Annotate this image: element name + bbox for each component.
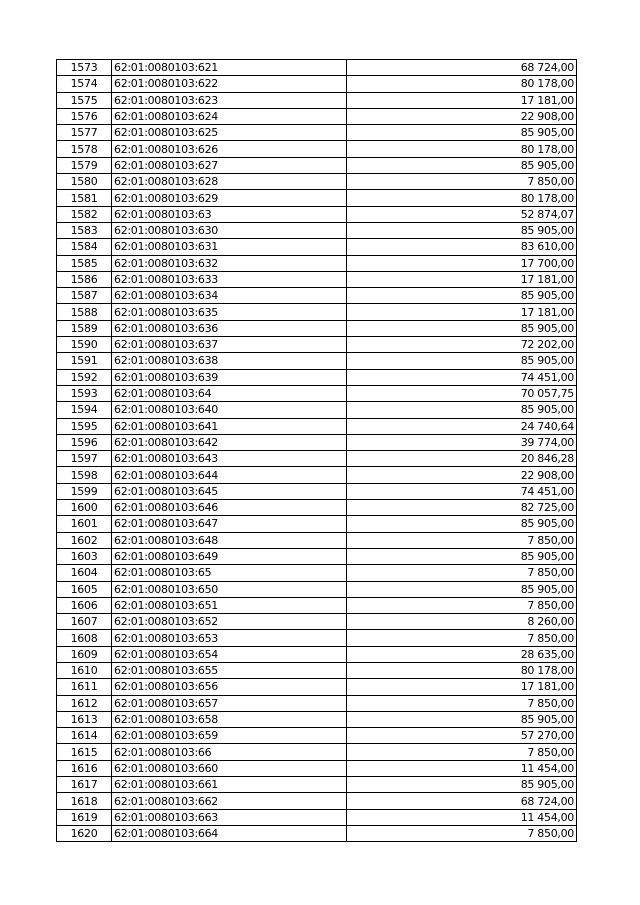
cadastral-value: 85 905,00: [347, 125, 577, 141]
row-number: 1620: [57, 825, 112, 841]
cadastral-number: 62:01:0080103:626: [112, 141, 347, 157]
cadastral-number: 62:01:0080103:663: [112, 809, 347, 825]
table-row: [57, 385, 577, 401]
row-number: 1604: [57, 565, 112, 581]
table-row: [57, 157, 577, 173]
cadastral-number: 62:01:0080103:664: [112, 825, 347, 841]
row-number: 1598: [57, 467, 112, 483]
row-number: 1593: [57, 385, 112, 401]
cadastral-value: 74 451,00: [347, 483, 577, 499]
table-row: [57, 271, 577, 287]
cadastral-number: 62:01:0080103:652: [112, 614, 347, 630]
cadastral-number: 62:01:0080103:627: [112, 157, 347, 173]
table-row: [57, 516, 577, 532]
cadastral-number: 62:01:0080103:653: [112, 630, 347, 646]
row-number: 1617: [57, 777, 112, 793]
row-number: 1583: [57, 222, 112, 238]
cadastral-value: 85 905,00: [347, 157, 577, 173]
cadastral-value: 7 850,00: [347, 174, 577, 190]
cadastral-value: 83 610,00: [347, 239, 577, 255]
row-number: 1573: [57, 60, 112, 76]
table-row: [57, 239, 577, 255]
cadastral-number: 62:01:0080103:660: [112, 760, 347, 776]
cadastral-number: 62:01:0080103:654: [112, 646, 347, 662]
cadastral-number: 62:01:0080103:621: [112, 60, 347, 76]
cadastral-value: 17 181,00: [347, 92, 577, 108]
row-number: 1595: [57, 418, 112, 434]
cadastral-number: 62:01:0080103:631: [112, 239, 347, 255]
cadastral-value: 7 850,00: [347, 630, 577, 646]
cadastral-value: 85 905,00: [347, 711, 577, 727]
cadastral-value: 80 178,00: [347, 141, 577, 157]
row-number: 1608: [57, 630, 112, 646]
cadastral-number: 62:01:0080103:644: [112, 467, 347, 483]
row-number: 1590: [57, 337, 112, 353]
cadastral-value: 7 850,00: [347, 565, 577, 581]
table-row: [57, 695, 577, 711]
row-number: 1577: [57, 125, 112, 141]
row-number: 1584: [57, 239, 112, 255]
row-number: 1594: [57, 402, 112, 418]
row-number: 1606: [57, 597, 112, 613]
cadastral-number: 62:01:0080103:643: [112, 451, 347, 467]
table-row: [57, 434, 577, 450]
cadastral-value: 52 874,07: [347, 206, 577, 222]
cadastral-number: 62:01:0080103:629: [112, 190, 347, 206]
cadastral-number: 62:01:0080103:65: [112, 565, 347, 581]
table-row: [57, 288, 577, 304]
row-number: 1612: [57, 695, 112, 711]
cadastral-number: 62:01:0080103:658: [112, 711, 347, 727]
table-row: [57, 646, 577, 662]
cadastral-value: 17 181,00: [347, 679, 577, 695]
cadastral-number: 62:01:0080103:628: [112, 174, 347, 190]
cadastral-value: 68 724,00: [347, 60, 577, 76]
row-number: 1601: [57, 516, 112, 532]
cadastral-number: 62:01:0080103:640: [112, 402, 347, 418]
table-row: [57, 581, 577, 597]
cadastral-number: 62:01:0080103:645: [112, 483, 347, 499]
cadastral-value: 85 905,00: [347, 581, 577, 597]
row-number: 1613: [57, 711, 112, 727]
table-row: [57, 451, 577, 467]
cadastral-number: 62:01:0080103:64: [112, 385, 347, 401]
cadastral-value: 7 850,00: [347, 597, 577, 613]
cadastral-number: 62:01:0080103:661: [112, 777, 347, 793]
table-row: [57, 141, 577, 157]
table-row: [57, 92, 577, 108]
table-row: [57, 565, 577, 581]
cadastral-value: 80 178,00: [347, 190, 577, 206]
row-number: 1607: [57, 614, 112, 630]
cadastral-value: 28 635,00: [347, 646, 577, 662]
table-row: [57, 597, 577, 613]
table-row: [57, 174, 577, 190]
cadastral-number: 62:01:0080103:656: [112, 679, 347, 695]
cadastral-value: 11 454,00: [347, 760, 577, 776]
cadastral-number: 62:01:0080103:622: [112, 76, 347, 92]
table-row: [57, 402, 577, 418]
cadastral-value: 85 905,00: [347, 516, 577, 532]
row-number: 1588: [57, 304, 112, 320]
cadastral-number: 62:01:0080103:634: [112, 288, 347, 304]
cadastral-value: 17 181,00: [347, 271, 577, 287]
cadastral-number: 62:01:0080103:647: [112, 516, 347, 532]
table-row: [57, 255, 577, 271]
row-number: 1585: [57, 255, 112, 271]
row-number: 1579: [57, 157, 112, 173]
row-number: 1614: [57, 728, 112, 744]
cadastral-number: 62:01:0080103:639: [112, 369, 347, 385]
cadastral-value: 22 908,00: [347, 467, 577, 483]
cadastral-value: 85 905,00: [347, 402, 577, 418]
cadastral-number: 62:01:0080103:642: [112, 434, 347, 450]
table-row: [57, 760, 577, 776]
cadastral-number: 62:01:0080103:637: [112, 337, 347, 353]
table-row: [57, 190, 577, 206]
table-row: [57, 76, 577, 92]
row-number: 1578: [57, 141, 112, 157]
table-row: [57, 744, 577, 760]
cadastral-number: 62:01:0080103:623: [112, 92, 347, 108]
cadastral-number: 62:01:0080103:657: [112, 695, 347, 711]
table-row: [57, 108, 577, 124]
cadastral-value: 7 850,00: [347, 825, 577, 841]
row-number: 1591: [57, 353, 112, 369]
cadastral-value: 85 905,00: [347, 777, 577, 793]
table-row: [57, 614, 577, 630]
cadastral-value: 20 846,28: [347, 451, 577, 467]
cadastral-number: 62:01:0080103:636: [112, 320, 347, 336]
table-row: [57, 728, 577, 744]
table-row: [57, 206, 577, 222]
table-row: [57, 353, 577, 369]
cadastral-number: 62:01:0080103:646: [112, 500, 347, 516]
cadastral-value: 82 725,00: [347, 500, 577, 516]
row-number: 1582: [57, 206, 112, 222]
table-row: [57, 222, 577, 238]
row-number: 1589: [57, 320, 112, 336]
cadastral-number: 62:01:0080103:635: [112, 304, 347, 320]
cadastral-table: [56, 59, 577, 842]
cadastral-value: 72 202,00: [347, 337, 577, 353]
row-number: 1592: [57, 369, 112, 385]
table-row: [57, 809, 577, 825]
row-number: 1576: [57, 108, 112, 124]
cadastral-value: 24 740,64: [347, 418, 577, 434]
row-number: 1609: [57, 646, 112, 662]
row-number: 1618: [57, 793, 112, 809]
cadastral-value: 80 178,00: [347, 76, 577, 92]
table-row: [57, 320, 577, 336]
row-number: 1616: [57, 760, 112, 776]
cadastral-value: 57 270,00: [347, 728, 577, 744]
cadastral-number: 62:01:0080103:655: [112, 662, 347, 678]
cadastral-value: 85 905,00: [347, 288, 577, 304]
table-row: [57, 777, 577, 793]
cadastral-value: 85 905,00: [347, 548, 577, 564]
table-row: [57, 418, 577, 434]
table-row: [57, 125, 577, 141]
cadastral-value: 11 454,00: [347, 809, 577, 825]
cadastral-number: 62:01:0080103:633: [112, 271, 347, 287]
table-row: [57, 679, 577, 695]
cadastral-number: 62:01:0080103:66: [112, 744, 347, 760]
cadastral-value: 7 850,00: [347, 695, 577, 711]
cadastral-value: 17 700,00: [347, 255, 577, 271]
cadastral-value: 85 905,00: [347, 320, 577, 336]
row-number: 1602: [57, 532, 112, 548]
row-number: 1574: [57, 76, 112, 92]
table-row: [57, 60, 577, 76]
cadastral-value: 39 774,00: [347, 434, 577, 450]
cadastral-number: 62:01:0080103:625: [112, 125, 347, 141]
cadastral-value: 85 905,00: [347, 222, 577, 238]
cadastral-number: 62:01:0080103:638: [112, 353, 347, 369]
table-row: [57, 662, 577, 678]
row-number: 1610: [57, 662, 112, 678]
row-number: 1611: [57, 679, 112, 695]
table-row: [57, 793, 577, 809]
table-row: [57, 467, 577, 483]
table-row: [57, 369, 577, 385]
cadastral-number: 62:01:0080103:649: [112, 548, 347, 564]
row-number: 1605: [57, 581, 112, 597]
row-number: 1600: [57, 500, 112, 516]
cadastral-value: 74 451,00: [347, 369, 577, 385]
table-row: [57, 630, 577, 646]
row-number: 1580: [57, 174, 112, 190]
cadastral-value: 68 724,00: [347, 793, 577, 809]
cadastral-number: 62:01:0080103:624: [112, 108, 347, 124]
row-number: 1586: [57, 271, 112, 287]
row-number: 1587: [57, 288, 112, 304]
cadastral-number: 62:01:0080103:648: [112, 532, 347, 548]
cadastral-value: 80 178,00: [347, 662, 577, 678]
cadastral-number: 62:01:0080103:632: [112, 255, 347, 271]
row-number: 1596: [57, 434, 112, 450]
cadastral-number: 62:01:0080103:650: [112, 581, 347, 597]
row-number: 1581: [57, 190, 112, 206]
cadastral-value: 7 850,00: [347, 744, 577, 760]
cadastral-value: 8 260,00: [347, 614, 577, 630]
row-number: 1603: [57, 548, 112, 564]
table-row: [57, 711, 577, 727]
cadastral-value: 70 057,75: [347, 385, 577, 401]
cadastral-value: 17 181,00: [347, 304, 577, 320]
cadastral-value: 22 908,00: [347, 108, 577, 124]
row-number: 1575: [57, 92, 112, 108]
cadastral-number: 62:01:0080103:651: [112, 597, 347, 613]
table-row: [57, 483, 577, 499]
table-row: [57, 548, 577, 564]
cadastral-number: 62:01:0080103:641: [112, 418, 347, 434]
row-number: 1599: [57, 483, 112, 499]
cadastral-number: 62:01:0080103:630: [112, 222, 347, 238]
table-row: [57, 337, 577, 353]
table-row: [57, 304, 577, 320]
row-number: 1619: [57, 809, 112, 825]
cadastral-number: 62:01:0080103:662: [112, 793, 347, 809]
cadastral-value: 7 850,00: [347, 532, 577, 548]
cadastral-number: 62:01:0080103:659: [112, 728, 347, 744]
table-body: [57, 60, 577, 842]
row-number: 1597: [57, 451, 112, 467]
row-number: 1615: [57, 744, 112, 760]
cadastral-number: 62:01:0080103:63: [112, 206, 347, 222]
table-row: [57, 500, 577, 516]
table-row: [57, 532, 577, 548]
cadastral-value: 85 905,00: [347, 353, 577, 369]
table-row: [57, 825, 577, 841]
